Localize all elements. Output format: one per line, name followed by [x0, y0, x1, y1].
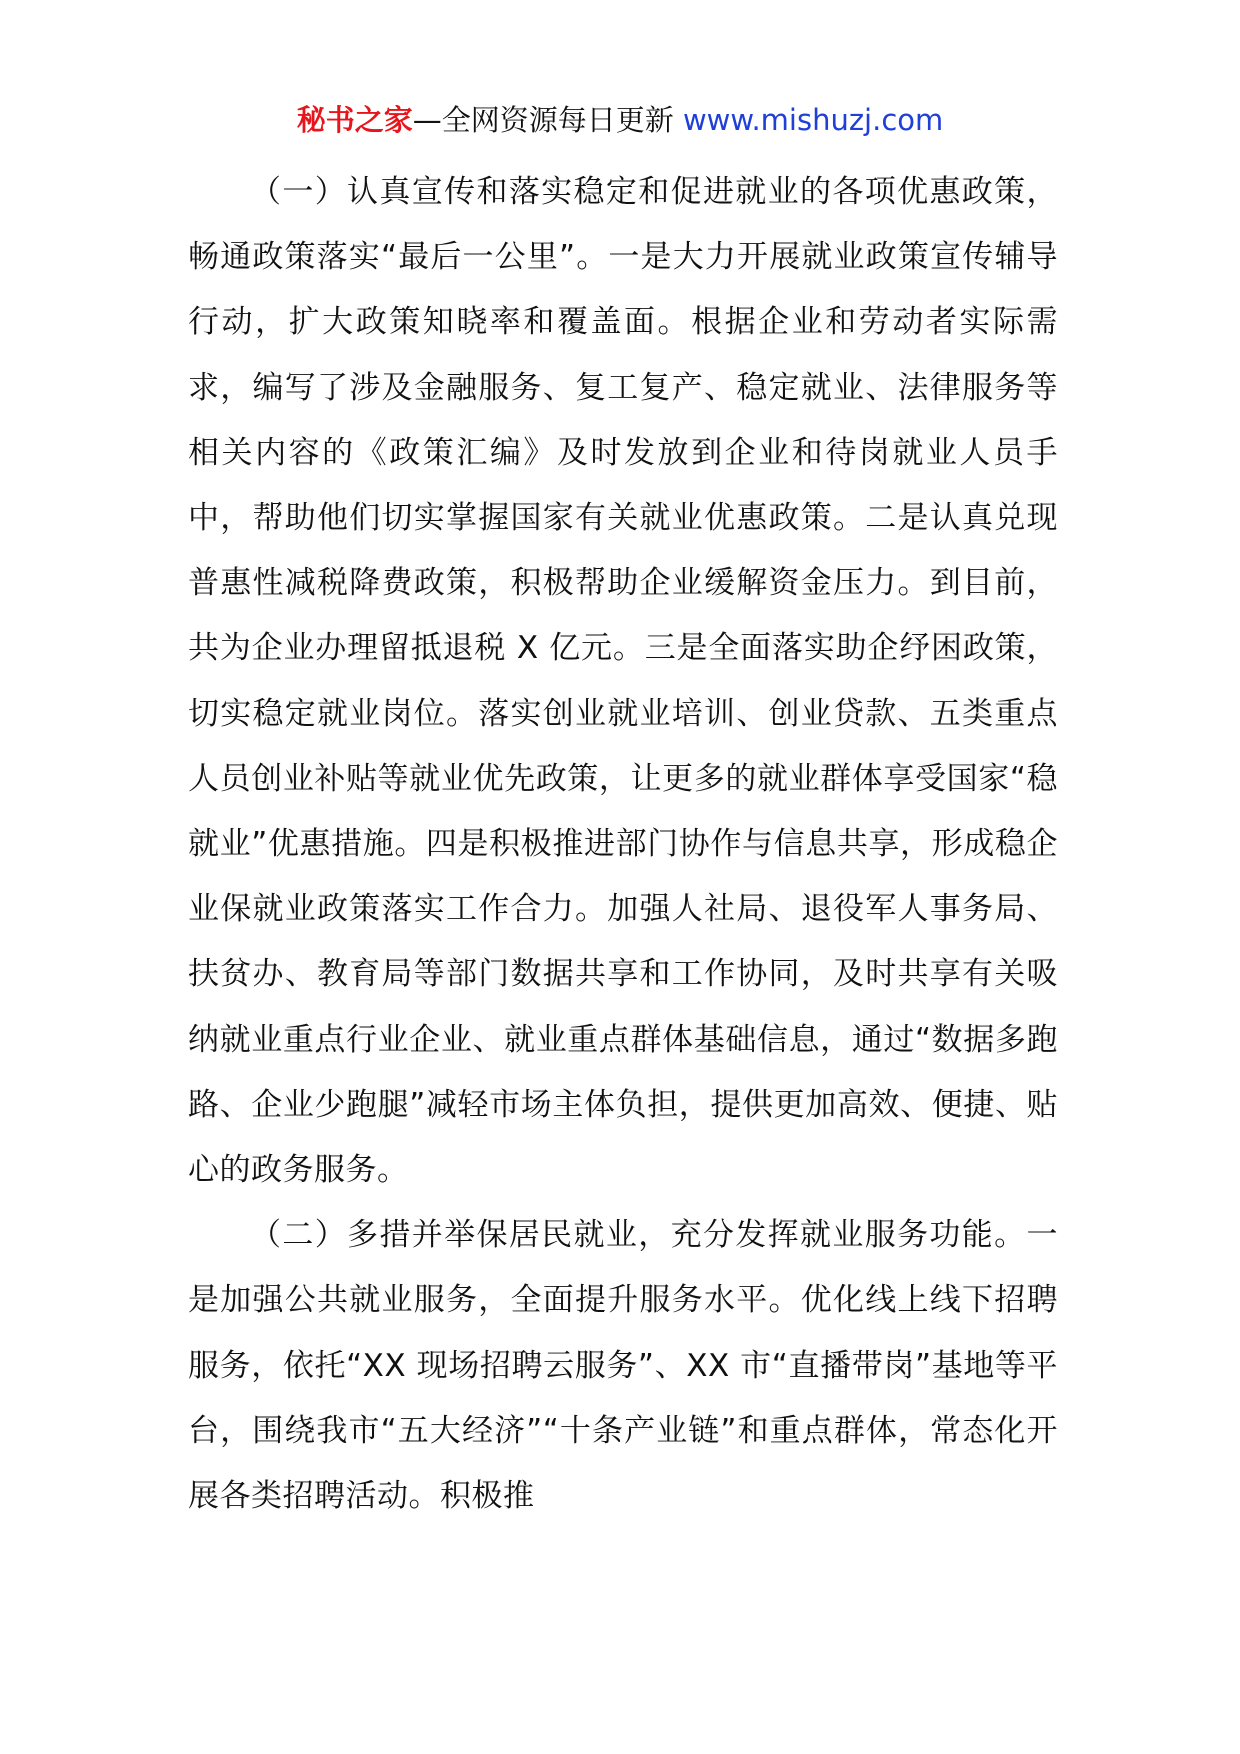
paragraph-1: （一）认真宣传和落实稳定和促进就业的各项优惠政策，畅通政策落实“最后一公里”。一是大力开展就业政策宣传辅导行动，扩大政策知晓率和覆盖面。根据企业和劳动者实际需求，编写了涉及金融服务、复工复产、稳定就业、法律服务等相关内容的《政策汇编》及时发放到企业和待岗就业人员手中，帮助他们切实掌握国家有关就业优惠政策。二是认真兑现普惠性减税降费政策，积极帮助企业缓解资金压力。到目前，共为企业办理留抵退税 X 亿元。三是全面落实助企纾困政策，切实稳定就业岗位。落实创业就业培训、创业贷款、五类重点人员创业补贴等就业优先政策，让更多的就业群体享受国家“稳就业”优惠措施。四是积极推进部门协作与信息共享，形成稳企业保就业政策落实工作合力。加强人社局、退役军人事务局、扶贫办、教育局等部门数据共享和工作协同，及时共享有关吸纳就业重点行业企业、就业重点群体基础信息，通过“数据多跑路、企业少跑腿”减轻市场主体负担，提供更加高效、便捷、贴心的政务服务。	[188, 174, 1058, 1189]
paragraph-2: （二）多措并举保居民就业，充分发挥就业服务功能。一是加强公共就业服务，全面提升服务水平。优化线上线下招聘服务，依托“XX 现场招聘云服务”、XX 市“直播带岗”基地等平台，围绕我市“五大经济”“十条产业链”和重点群体，常态化开展各类招聘活动。积极推	[188, 1217, 1058, 1515]
site-url-link[interactable]: www.mishuzj.com	[682, 103, 944, 137]
document-body	[188, 160, 1058, 1529]
site-tagline: —全网资源每日更新	[412, 103, 683, 137]
site-brand: 秘书之家	[296, 103, 413, 137]
site-header	[0, 100, 1240, 140]
